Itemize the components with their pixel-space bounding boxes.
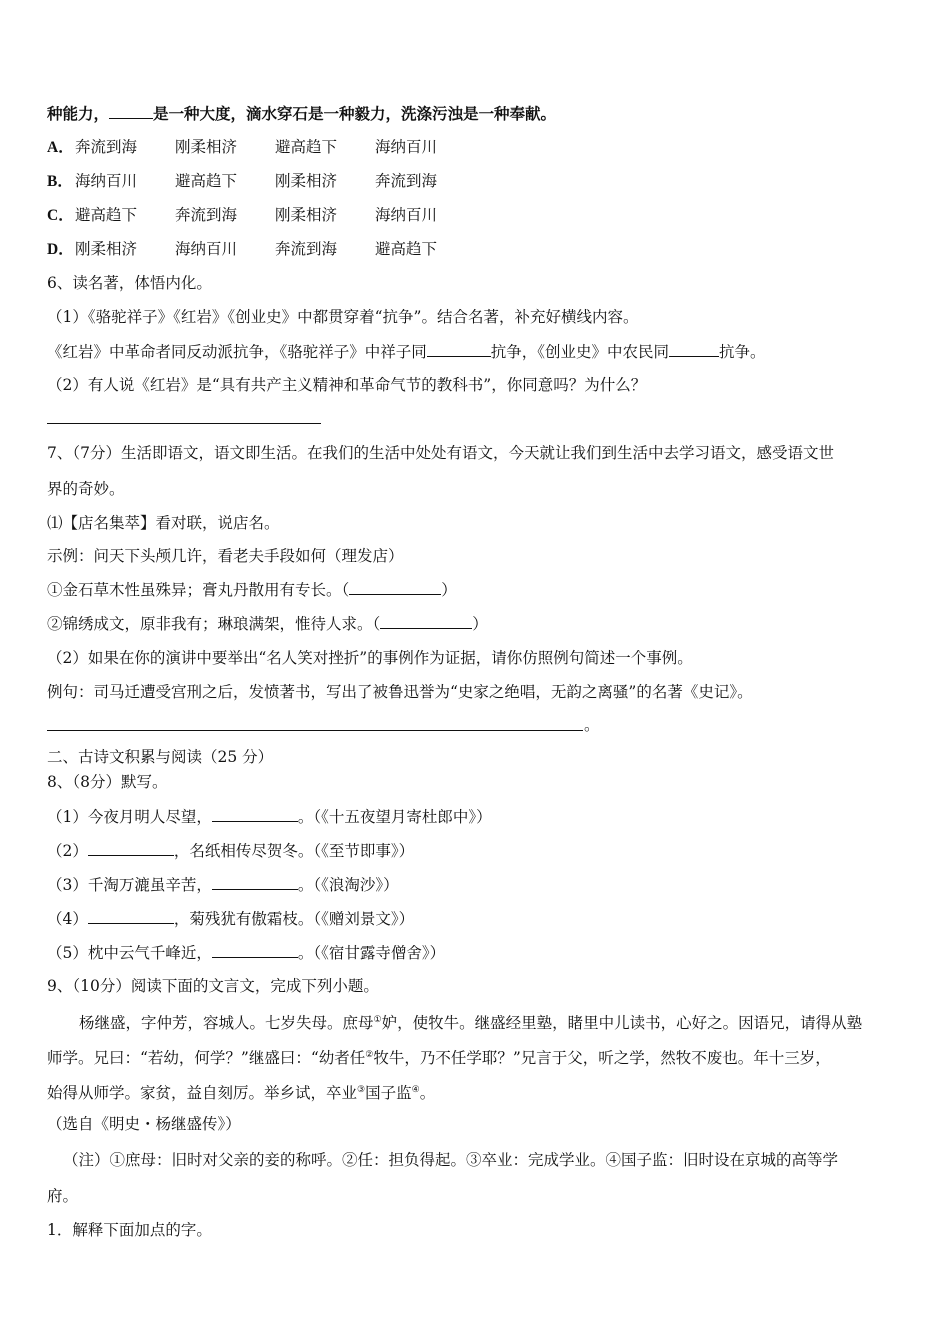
option-item: 奔流到海 xyxy=(375,172,438,190)
option-item: 海纳百川 xyxy=(375,138,438,156)
passage-text: 牧牛，乃不任学耶？”兄言于父，听之学，然牧不废也。年十三岁， xyxy=(373,1049,831,1068)
q8-line-1 xyxy=(47,806,492,827)
poem-text: （4） xyxy=(47,910,88,928)
q8-line-3 xyxy=(47,874,399,895)
poem-source: 。（《十五夜望月寄杜郎中》） xyxy=(297,808,492,826)
couplet-close: ） xyxy=(472,615,488,633)
option-d xyxy=(47,239,475,260)
answer-blank xyxy=(88,840,174,856)
option-item: 海纳百川 xyxy=(75,172,138,190)
option-item: 海纳百川 xyxy=(375,206,438,224)
poem-source: ，菊残犹有傲霜枝。（《赠刘景文》） xyxy=(173,910,415,928)
couplet-text: ②锦绣成文，原非我有；琳琅满架，惟待人求。（ xyxy=(47,615,381,633)
q8-line-4 xyxy=(47,908,414,929)
q8-line-5 xyxy=(47,942,445,963)
couplet-text: ①金石草木性虽殊异；膏丸丹散用有专长。（ xyxy=(47,581,350,599)
option-item: 刚柔相济 xyxy=(75,240,138,258)
answer-blank xyxy=(88,908,174,924)
q7-couplet-2 xyxy=(47,613,488,634)
q8-title: 8、（8分）默写。 xyxy=(47,773,168,791)
option-label: C． xyxy=(47,207,74,224)
poem-text: （1）今夜月明人尽望， xyxy=(47,808,212,826)
footnote-mark: ③ xyxy=(357,1085,366,1095)
passage-text: 国子监 xyxy=(365,1084,412,1103)
q6-title: 6、读名著，体悟内化。 xyxy=(47,274,212,292)
passage-line-2 xyxy=(47,1045,831,1068)
poem-source: 。（《浪淘沙》） xyxy=(297,876,399,894)
answer-blank xyxy=(212,942,298,958)
answer-blank xyxy=(109,103,153,119)
q7-sub2: （2）如果在你的演讲中要举出“名人笑对挫折”的事例作为证据，请你仿照例句简述一个事例。 xyxy=(47,649,693,667)
answer-blank xyxy=(380,613,472,629)
passage-text: 妒，使牧牛。继盛经里塾，睹里中儿读书，心好之。因语兄，请得从塾 xyxy=(381,1014,863,1033)
poem-source: 。（《宿甘露寺僧舍》） xyxy=(297,944,446,962)
intro-text-a: 种能力， xyxy=(47,104,110,123)
q8-line-2 xyxy=(47,840,414,861)
couplet-close: ） xyxy=(441,581,457,599)
option-item: 刚柔相济 xyxy=(275,206,338,224)
q7-end-mark: 。 xyxy=(584,716,600,734)
answer-blank xyxy=(212,806,298,822)
q6-text-a: 《红岩》中革命者同反动派抗争，《骆驼祥子》中祥子同 xyxy=(47,343,427,361)
option-label: A． xyxy=(47,139,74,156)
footnote-mark: ① xyxy=(373,1015,382,1025)
notes: （注）①庶母：旧时对父亲的妾的称呼。②任：担负得起。③卒业：完成学业。④国子监：旧时设在京城的高等学 xyxy=(63,1151,839,1169)
q6-part2: （2）有人说《红岩》是“具有共产主义精神和革命气节的教科书”，你同意吗？为什么？ xyxy=(47,376,647,394)
passage-line-3 xyxy=(47,1080,435,1103)
option-item: 刚柔相济 xyxy=(175,138,238,156)
q6-part1: （1）《骆驼祥子》《红岩》《创业史》中都贯穿着“抗争”。结合名著，补充好横线内容。 xyxy=(47,308,639,326)
q9-sub1: 1．解释下面加点的字。 xyxy=(47,1221,212,1239)
passage-text: 师学。兄曰：“若幼，何学？”继盛曰：“幼者任 xyxy=(47,1049,366,1068)
q7-title: 7、（7分）生活即语文，语文即生活。在我们的生活中处处有语文，今天就让我们到生活中去学习语文，感受语文世 xyxy=(47,444,834,462)
intro-text-b: 是一种大度，滴水穿石是一种毅力，洗涤污浊是一种奉献。 xyxy=(153,104,557,123)
q7-example2: 例句：司马迁遭受宫刑之后，发愤著书，写出了被鲁迅誉为“史家之绝唱，无韵之离骚”的名著《史记》。 xyxy=(47,683,753,701)
option-label: D． xyxy=(47,241,74,258)
option-item: 奔流到海 xyxy=(175,206,238,224)
q6-fill-line xyxy=(47,341,766,362)
passage-text: 。 xyxy=(419,1084,436,1103)
q6-text-b: 抗争，《创业史》中农民同 xyxy=(490,343,670,361)
answer-blank xyxy=(212,874,298,890)
q7-couplet-1 xyxy=(47,579,457,600)
option-item: 奔流到海 xyxy=(75,138,138,156)
footnote-mark: ② xyxy=(365,1050,374,1060)
answer-line xyxy=(47,730,583,731)
answer-blank xyxy=(669,341,719,357)
q7-title-cont: 界的奇妙。 xyxy=(47,480,125,498)
footnote-mark: ④ xyxy=(411,1085,420,1095)
option-item: 避高趋下 xyxy=(275,138,338,156)
q9-title: 9、（10分）阅读下面的文言文，完成下列小题。 xyxy=(47,977,379,995)
q7-example: 示例：问天下头颅几许，看老夫手段如何（理发店） xyxy=(47,547,404,565)
q7-sub1: ⑴【店名集萃】看对联，说店名。 xyxy=(47,514,280,532)
option-item: 避高趋下 xyxy=(175,172,238,190)
option-item: 海纳百川 xyxy=(175,240,238,258)
poem-source: ，名纸相传尽贺冬。（《至节即事》） xyxy=(173,842,415,860)
answer-blank xyxy=(349,579,441,595)
answer-blank xyxy=(427,341,491,357)
option-item: 刚柔相济 xyxy=(275,172,338,190)
option-a xyxy=(47,137,475,158)
passage-text: 杨继盛，字仲芳，容城人。七岁失母。庶母 xyxy=(79,1014,374,1033)
notes-cont: 府。 xyxy=(47,1187,79,1205)
poem-text: （2） xyxy=(47,842,88,860)
option-c xyxy=(47,205,475,226)
poem-text: （5）枕中云气千峰近， xyxy=(47,944,212,962)
passage-source: （选自《明史・杨继盛传》） xyxy=(47,1115,241,1133)
passage-line-1 xyxy=(79,1010,862,1033)
option-b xyxy=(47,171,475,192)
option-item: 避高趋下 xyxy=(75,206,138,224)
intro-sentence xyxy=(47,103,556,124)
answer-line xyxy=(47,423,321,424)
option-item: 奔流到海 xyxy=(275,240,338,258)
q6-text-c: 抗争。 xyxy=(719,343,766,361)
section-heading: 二、古诗文积累与阅读（25 分） xyxy=(47,748,274,766)
poem-text: （3）千淘万漉虽辛苦， xyxy=(47,876,212,894)
passage-text: 始得从师学。家贫，益自刻厉。举乡试，卒业 xyxy=(47,1084,358,1103)
option-label: B． xyxy=(47,173,73,190)
option-item: 避高趋下 xyxy=(375,240,438,258)
